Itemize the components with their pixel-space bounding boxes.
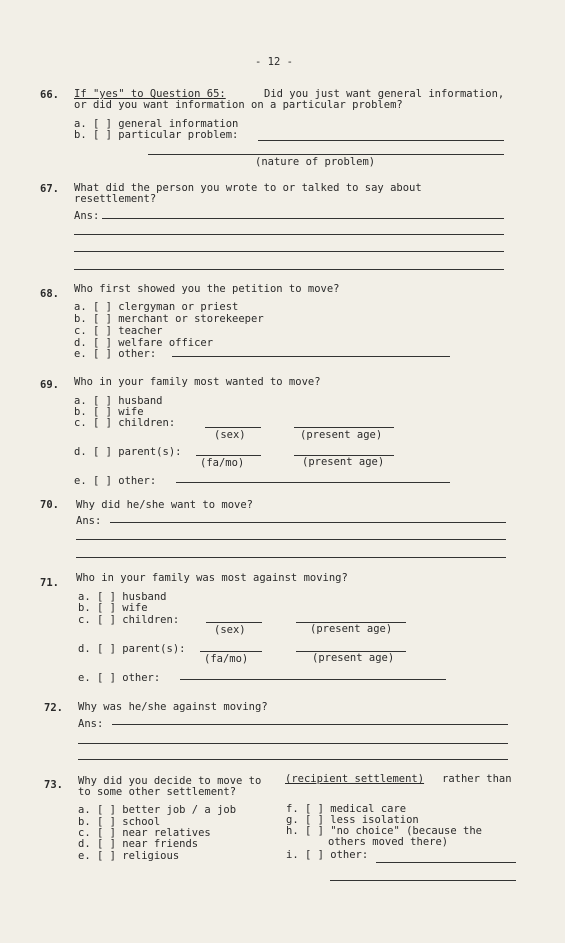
q69-famo-caption: (fa/mo) — [200, 457, 245, 469]
q73-option-h-cont: others moved there) — [328, 836, 449, 848]
q73-text-1a: Why did you decide to move to — [78, 775, 262, 787]
q71-age-caption: (present age) — [310, 623, 393, 635]
q71-option-a[interactable]: a. [ ] husband — [78, 591, 167, 603]
q69-famo-line[interactable] — [196, 455, 261, 456]
q73-option-c[interactable]: c. [ ] near relatives — [78, 827, 211, 839]
q69-age-line[interactable] — [294, 427, 394, 428]
q66-text-2: or did you want information on a particular problem? — [74, 99, 403, 111]
q71-option-b[interactable]: b. [ ] wife — [78, 602, 148, 614]
q66-caption: (nature of problem) — [255, 156, 376, 168]
q69-option-e[interactable]: e. [ ] other: — [74, 475, 157, 487]
q73-number: 73. — [44, 779, 63, 791]
q68-option-d[interactable]: d. [ ] welfare officer — [74, 337, 214, 349]
q66-prefix: If "yes" to Question 65: — [74, 88, 226, 100]
q66-number: 66. — [40, 89, 59, 101]
q71-age-caption-2: (present age) — [312, 652, 395, 664]
q73-option-h[interactable]: h. [ ] "no choice" (because the — [286, 825, 482, 837]
q69-other-line[interactable] — [176, 482, 450, 483]
q68-option-b[interactable]: b. [ ] merchant or storekeeper — [74, 313, 264, 325]
q66-text-1: Did you just want general information, — [264, 88, 505, 100]
q73-option-e[interactable]: e. [ ] religious — [78, 850, 180, 862]
q69-option-a[interactable]: a. [ ] husband — [74, 395, 163, 407]
q71-option-c[interactable]: c. [ ] children: — [78, 614, 180, 626]
q70-ans-label: Ans: — [76, 515, 102, 527]
q67-ans-label: Ans: — [74, 210, 100, 222]
page-number: - 12 - — [255, 56, 293, 68]
q73-option-a[interactable]: a. [ ] better job / a job — [78, 804, 237, 816]
q68-number: 68. — [40, 288, 59, 300]
q70-answer-line-2[interactable] — [76, 539, 506, 540]
q69-sex-caption: (sex) — [214, 429, 246, 441]
q72-ans-label: Ans: — [78, 718, 104, 730]
q68-other-line[interactable] — [172, 356, 450, 357]
q67-number: 67. — [40, 183, 59, 195]
q66-option-a[interactable]: a. [ ] general information — [74, 118, 239, 130]
q72-answer-line-3[interactable] — [78, 759, 508, 760]
q66-option-b[interactable]: b. [ ] particular problem: — [74, 129, 239, 141]
q71-text-1: Who in your family was most against moving? — [76, 572, 348, 584]
q70-answer-line-3[interactable] — [76, 557, 506, 558]
q66-problem-line[interactable] — [258, 140, 504, 141]
q67-text-1: What did the person you wrote to or talked to say about — [74, 182, 422, 194]
q71-number: 71. — [40, 577, 59, 589]
q68-option-c[interactable]: c. [ ] teacher — [74, 325, 163, 337]
q67-answer-line-1[interactable] — [102, 218, 504, 219]
q71-sex-caption: (sex) — [214, 624, 246, 636]
q69-text-1: Who in your family most wanted to move? — [74, 376, 321, 388]
q73-text-1b: (recipient settlement) — [285, 773, 425, 785]
q71-sex-line[interactable] — [206, 622, 262, 623]
q69-age-caption-2: (present age) — [302, 456, 385, 468]
q71-option-e[interactable]: e. [ ] other: — [78, 672, 161, 684]
q70-number: 70. — [40, 499, 59, 511]
q67-text-2: resettlement? — [74, 193, 157, 205]
q73-option-f[interactable]: f. [ ] medical care — [286, 803, 407, 815]
q73-other-line-1[interactable] — [376, 862, 516, 863]
q72-text-1: Why was he/she against moving? — [78, 701, 268, 713]
q73-option-b[interactable]: b. [ ] school — [78, 816, 161, 828]
q69-number: 69. — [40, 379, 59, 391]
q71-other-line[interactable] — [180, 679, 446, 680]
q71-option-d[interactable]: d. [ ] parent(s): — [78, 643, 186, 655]
q70-text-1: Why did he/she want to move? — [76, 499, 254, 511]
q69-option-d[interactable]: d. [ ] parent(s): — [74, 446, 182, 458]
q70-answer-line-1[interactable] — [110, 522, 506, 523]
q72-answer-line-1[interactable] — [112, 724, 508, 725]
q73-text-2: to some other settlement? — [78, 786, 237, 798]
q69-age-caption: (present age) — [300, 429, 383, 441]
q73-text-1c: rather than — [442, 773, 512, 785]
q68-option-a[interactable]: a. [ ] clergyman or priest — [74, 301, 239, 313]
q69-option-c[interactable]: c. [ ] children: — [74, 417, 176, 429]
q73-other-line-2[interactable] — [330, 880, 516, 881]
q69-option-b[interactable]: b. [ ] wife — [74, 406, 144, 418]
q68-text-1: Who first showed you the petition to move? — [74, 283, 340, 295]
q67-answer-line-2[interactable] — [74, 234, 504, 235]
q69-sex-line[interactable] — [205, 427, 261, 428]
q71-famo-line[interactable] — [200, 651, 262, 652]
q73-option-i[interactable]: i. [ ] other: — [286, 849, 369, 861]
q66-problem-line-2[interactable] — [148, 154, 504, 155]
q71-famo-caption: (fa/mo) — [204, 653, 249, 665]
q68-option-e[interactable]: e. [ ] other: — [74, 348, 157, 360]
q73-option-d[interactable]: d. [ ] near friends — [78, 838, 199, 850]
q73-option-g[interactable]: g. [ ] less isolation — [286, 814, 419, 826]
q72-number: 72. — [44, 702, 63, 714]
q72-answer-line-2[interactable] — [78, 743, 508, 744]
q67-answer-line-3[interactable] — [74, 251, 504, 252]
q67-answer-line-4[interactable] — [74, 269, 504, 270]
